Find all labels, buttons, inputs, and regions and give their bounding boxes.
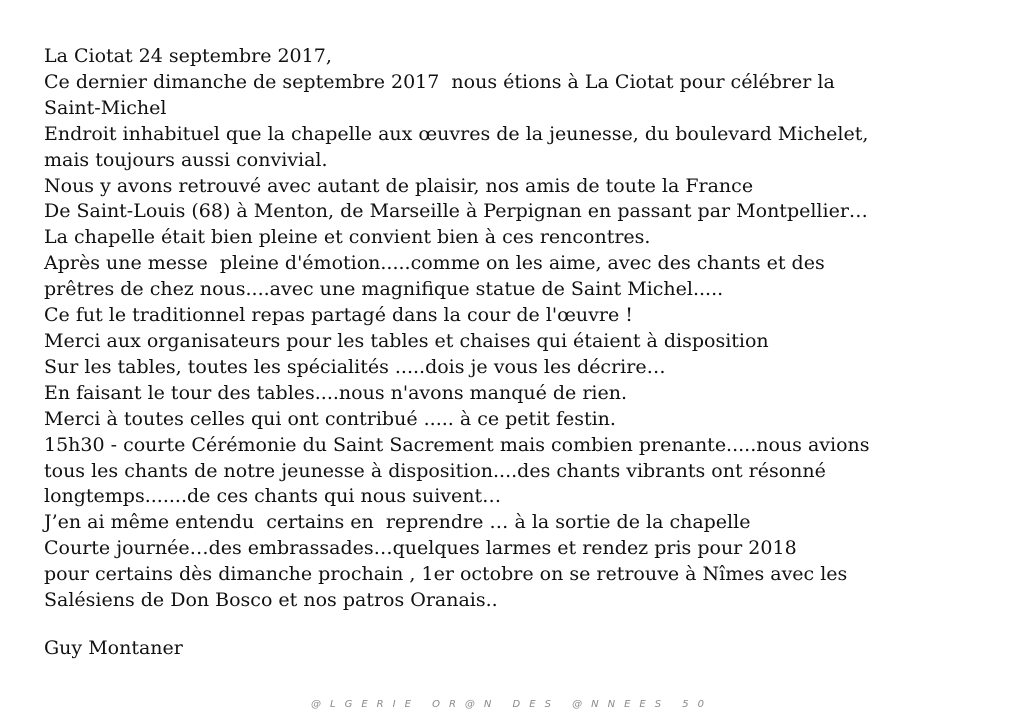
letter-line: Ce dernier dimanche de septembre 2017 nous étions à La Ciotat pour célébrer la (44, 70, 835, 93)
letter-line: Après une messe pleine d'émotion.....comme on les aime, avec des chants et des (44, 252, 825, 275)
letter-line: Endroit inhabituel que la chapelle aux œuvres de la jeunesse, du boulevard Michelet, (44, 122, 869, 145)
footer-watermark: @LGERIE OR@N DES @NNEES 50 (311, 699, 713, 710)
letter-line: Nous y avons retrouvé avec autant de plaisir, nos amis de toute la France (44, 174, 754, 197)
letter-line: La Ciotat 24 septembre 2017, (44, 45, 332, 67)
letter-line: tous les chants de notre jeunesse à disposition....des chants vibrants ont résonné (44, 459, 826, 482)
letter-line: Courte journée…des embrassades…quelques larmes et rendez pris pour 2018 (44, 537, 797, 560)
letter-line: Saint-Michel (44, 96, 167, 119)
letter-line: Sur les tables, toutes les spécialités .....dois je vous les décrire… (44, 355, 666, 378)
letter-line: Salésiens de Don Bosco et nos patros Oranais.. (44, 589, 498, 612)
letter-line: Merci aux organisateurs pour les tables et chaises qui étaient à disposition (44, 329, 769, 352)
letter-line: mais toujours aussi convivial. (44, 148, 328, 171)
signature: Guy Montaner (44, 637, 183, 659)
letter-line: La chapelle était bien pleine et convient bien à ces rencontres. (44, 226, 651, 249)
letter-line: pour certains dès dimanche prochain , 1er octobre on se retrouve à Nîmes avec les (44, 563, 848, 586)
letter-line: Ce fut le traditionnel repas partagé dans la cour de l'œuvre ! (44, 304, 633, 327)
letter-line: De Saint-Louis (68) à Menton, de Marseille à Perpignan en passant par Montpellier… (44, 200, 868, 223)
letter-line: 15h30 - courte Cérémonie du Saint Sacrement mais combien prenante.....nous avions (44, 433, 870, 456)
letter-line: J’en ai même entendu certains en reprendre … à la sortie de la chapelle (44, 511, 751, 534)
letter-line: Merci à toutes celles qui ont contribué ..... à ce petit festin. (44, 407, 616, 430)
letter-line: prêtres de chez nous....avec une magnifique statue de Saint Michel..... (44, 278, 724, 301)
letter-line: longtemps.......de ces chants qui nous suivent… (44, 485, 502, 508)
letter-body (44, 44, 1004, 614)
letter-line: En faisant le tour des tables....nous n'avons manqué de rien. (44, 381, 627, 404)
